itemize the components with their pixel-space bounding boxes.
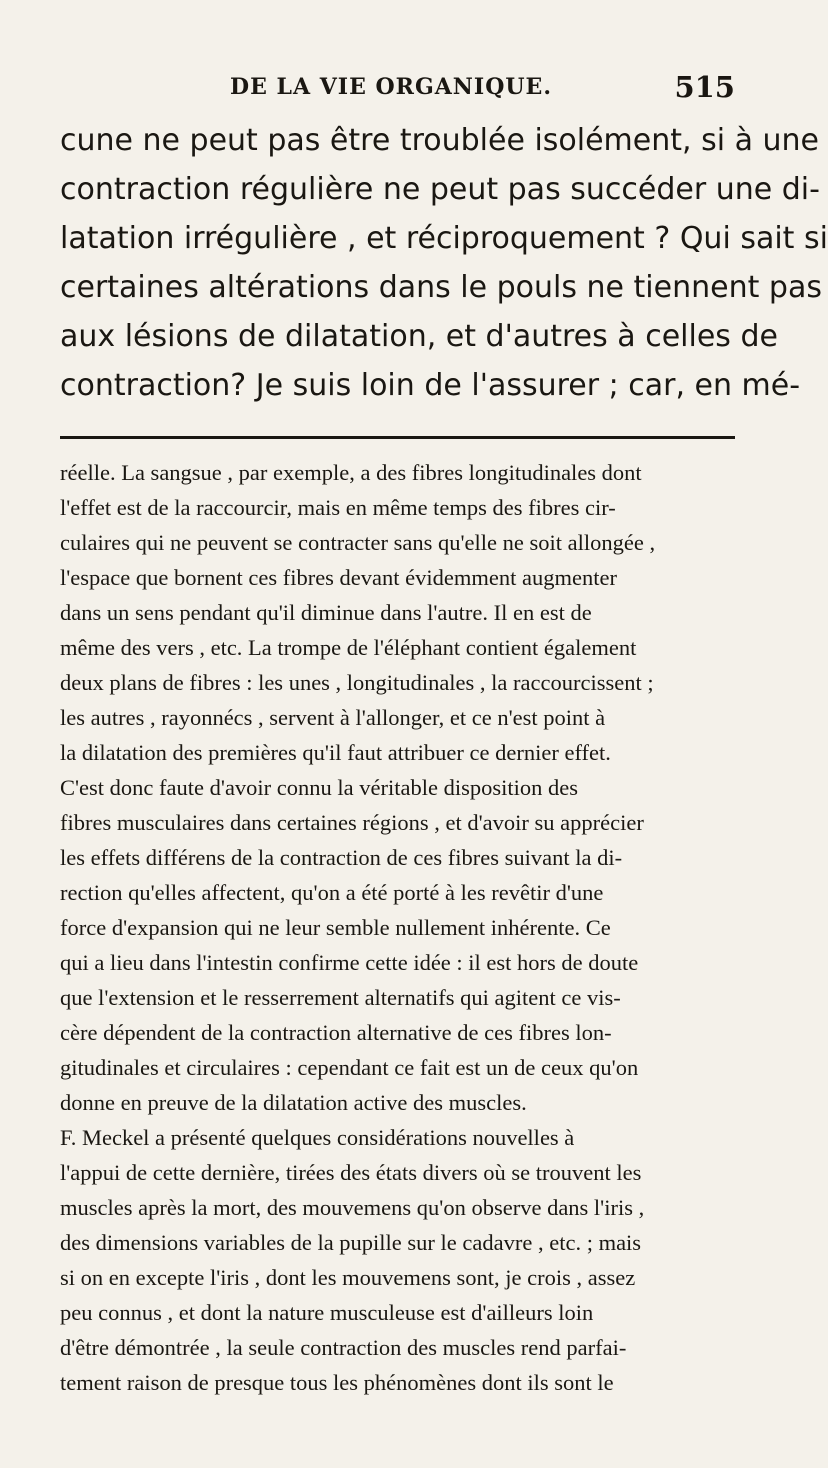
footnote-line: l'espace que bornent ces fibres devant évidemment augmenter	[60, 565, 617, 590]
footnote-line: les effets différens de la contraction de ces fibres suivant la di-	[60, 845, 623, 870]
footnote-line: réelle. La sangsue , par exemple, a des fibres longitudinales dont	[60, 460, 642, 485]
main-text-line: contraction régulière ne peut pas succéder une di-	[60, 172, 820, 207]
main-text-block	[60, 116, 828, 410]
main-text-line: latation irrégulière , et réciproquement ? Qui sait si	[60, 221, 828, 256]
footnote-line: deux plans de fibres : les unes , longitudinales , la raccourcissent ;	[60, 670, 654, 695]
footnote-line: peu connus , et dont la nature musculeuse est d'ailleurs loin	[60, 1300, 594, 1325]
footnote-line: F. Meckel a présenté quelques considérations nouvelles à	[60, 1125, 575, 1150]
footnote-separator-rule	[60, 436, 735, 439]
footnote-line: tement raison de presque tous les phénomènes dont ils sont le	[60, 1370, 614, 1395]
footnote-line: l'appui de cette dernière, tirées des états divers où se trouvent les	[60, 1160, 642, 1185]
page-number: 515	[674, 70, 735, 104]
running-title: DE LA VIE ORGANIQUE.	[230, 74, 552, 100]
footnote-line: la dilatation des premières qu'il faut attribuer ce dernier effet.	[60, 740, 611, 765]
footnote-line: que l'extension et le resserrement alternatifs qui agitent ce vis-	[60, 985, 621, 1010]
footnote-line: d'être démontrée , la seule contraction des muscles rend parfai-	[60, 1335, 627, 1360]
footnote-text-block	[60, 455, 740, 1400]
running-head	[60, 70, 735, 110]
footnote-line: donne en preuve de la dilatation active des muscles.	[60, 1090, 527, 1115]
footnote-line: force d'expansion qui ne leur semble nullement inhérente. Ce	[60, 915, 611, 940]
footnote-line: C'est donc faute d'avoir connu la véritable disposition des	[60, 775, 578, 800]
footnote-line: cère dépendent de la contraction alternative de ces fibres lon-	[60, 1020, 612, 1045]
footnote-line: rection qu'elles affectent, qu'on a été porté à les revêtir d'une	[60, 880, 604, 905]
footnote-line: fibres musculaires dans certaines régions , et d'avoir su apprécier	[60, 810, 644, 835]
main-text-line: aux lésions de dilatation, et d'autres à celles de	[60, 319, 778, 354]
footnote-line: dans un sens pendant qu'il diminue dans l'autre. Il en est de	[60, 600, 592, 625]
footnote-line: si on en excepte l'iris , dont les mouvemens sont, je crois , assez	[60, 1265, 636, 1290]
footnote-line: culaires qui ne peuvent se contracter sans qu'elle ne soit allongée ,	[60, 530, 656, 555]
footnote-line: même des vers , etc. La trompe de l'éléphant contient également	[60, 635, 637, 660]
footnote-line: muscles après la mort, des mouvemens qu'on observe dans l'iris ,	[60, 1195, 645, 1220]
footnote-line: les autres , rayonnécs , servent à l'allonger, et ce n'est point à	[60, 705, 606, 730]
footnote-line: gitudinales et circulaires : cependant ce fait est un de ceux qu'on	[60, 1055, 639, 1080]
main-text-line: contraction? Je suis loin de l'assurer ; car, en mé-	[60, 368, 801, 403]
footnote-line: qui a lieu dans l'intestin confirme cette idée : il est hors de doute	[60, 950, 639, 975]
footnote-line: des dimensions variables de la pupille sur le cadavre , etc. ; mais	[60, 1230, 642, 1255]
main-text-line: certaines altérations dans le pouls ne tiennent pas	[60, 270, 822, 305]
main-text-line: cune ne peut pas être troublée isolément, si à une	[60, 123, 819, 158]
footnote-line: l'effet est de la raccourcir, mais en même temps des fibres cir-	[60, 495, 616, 520]
